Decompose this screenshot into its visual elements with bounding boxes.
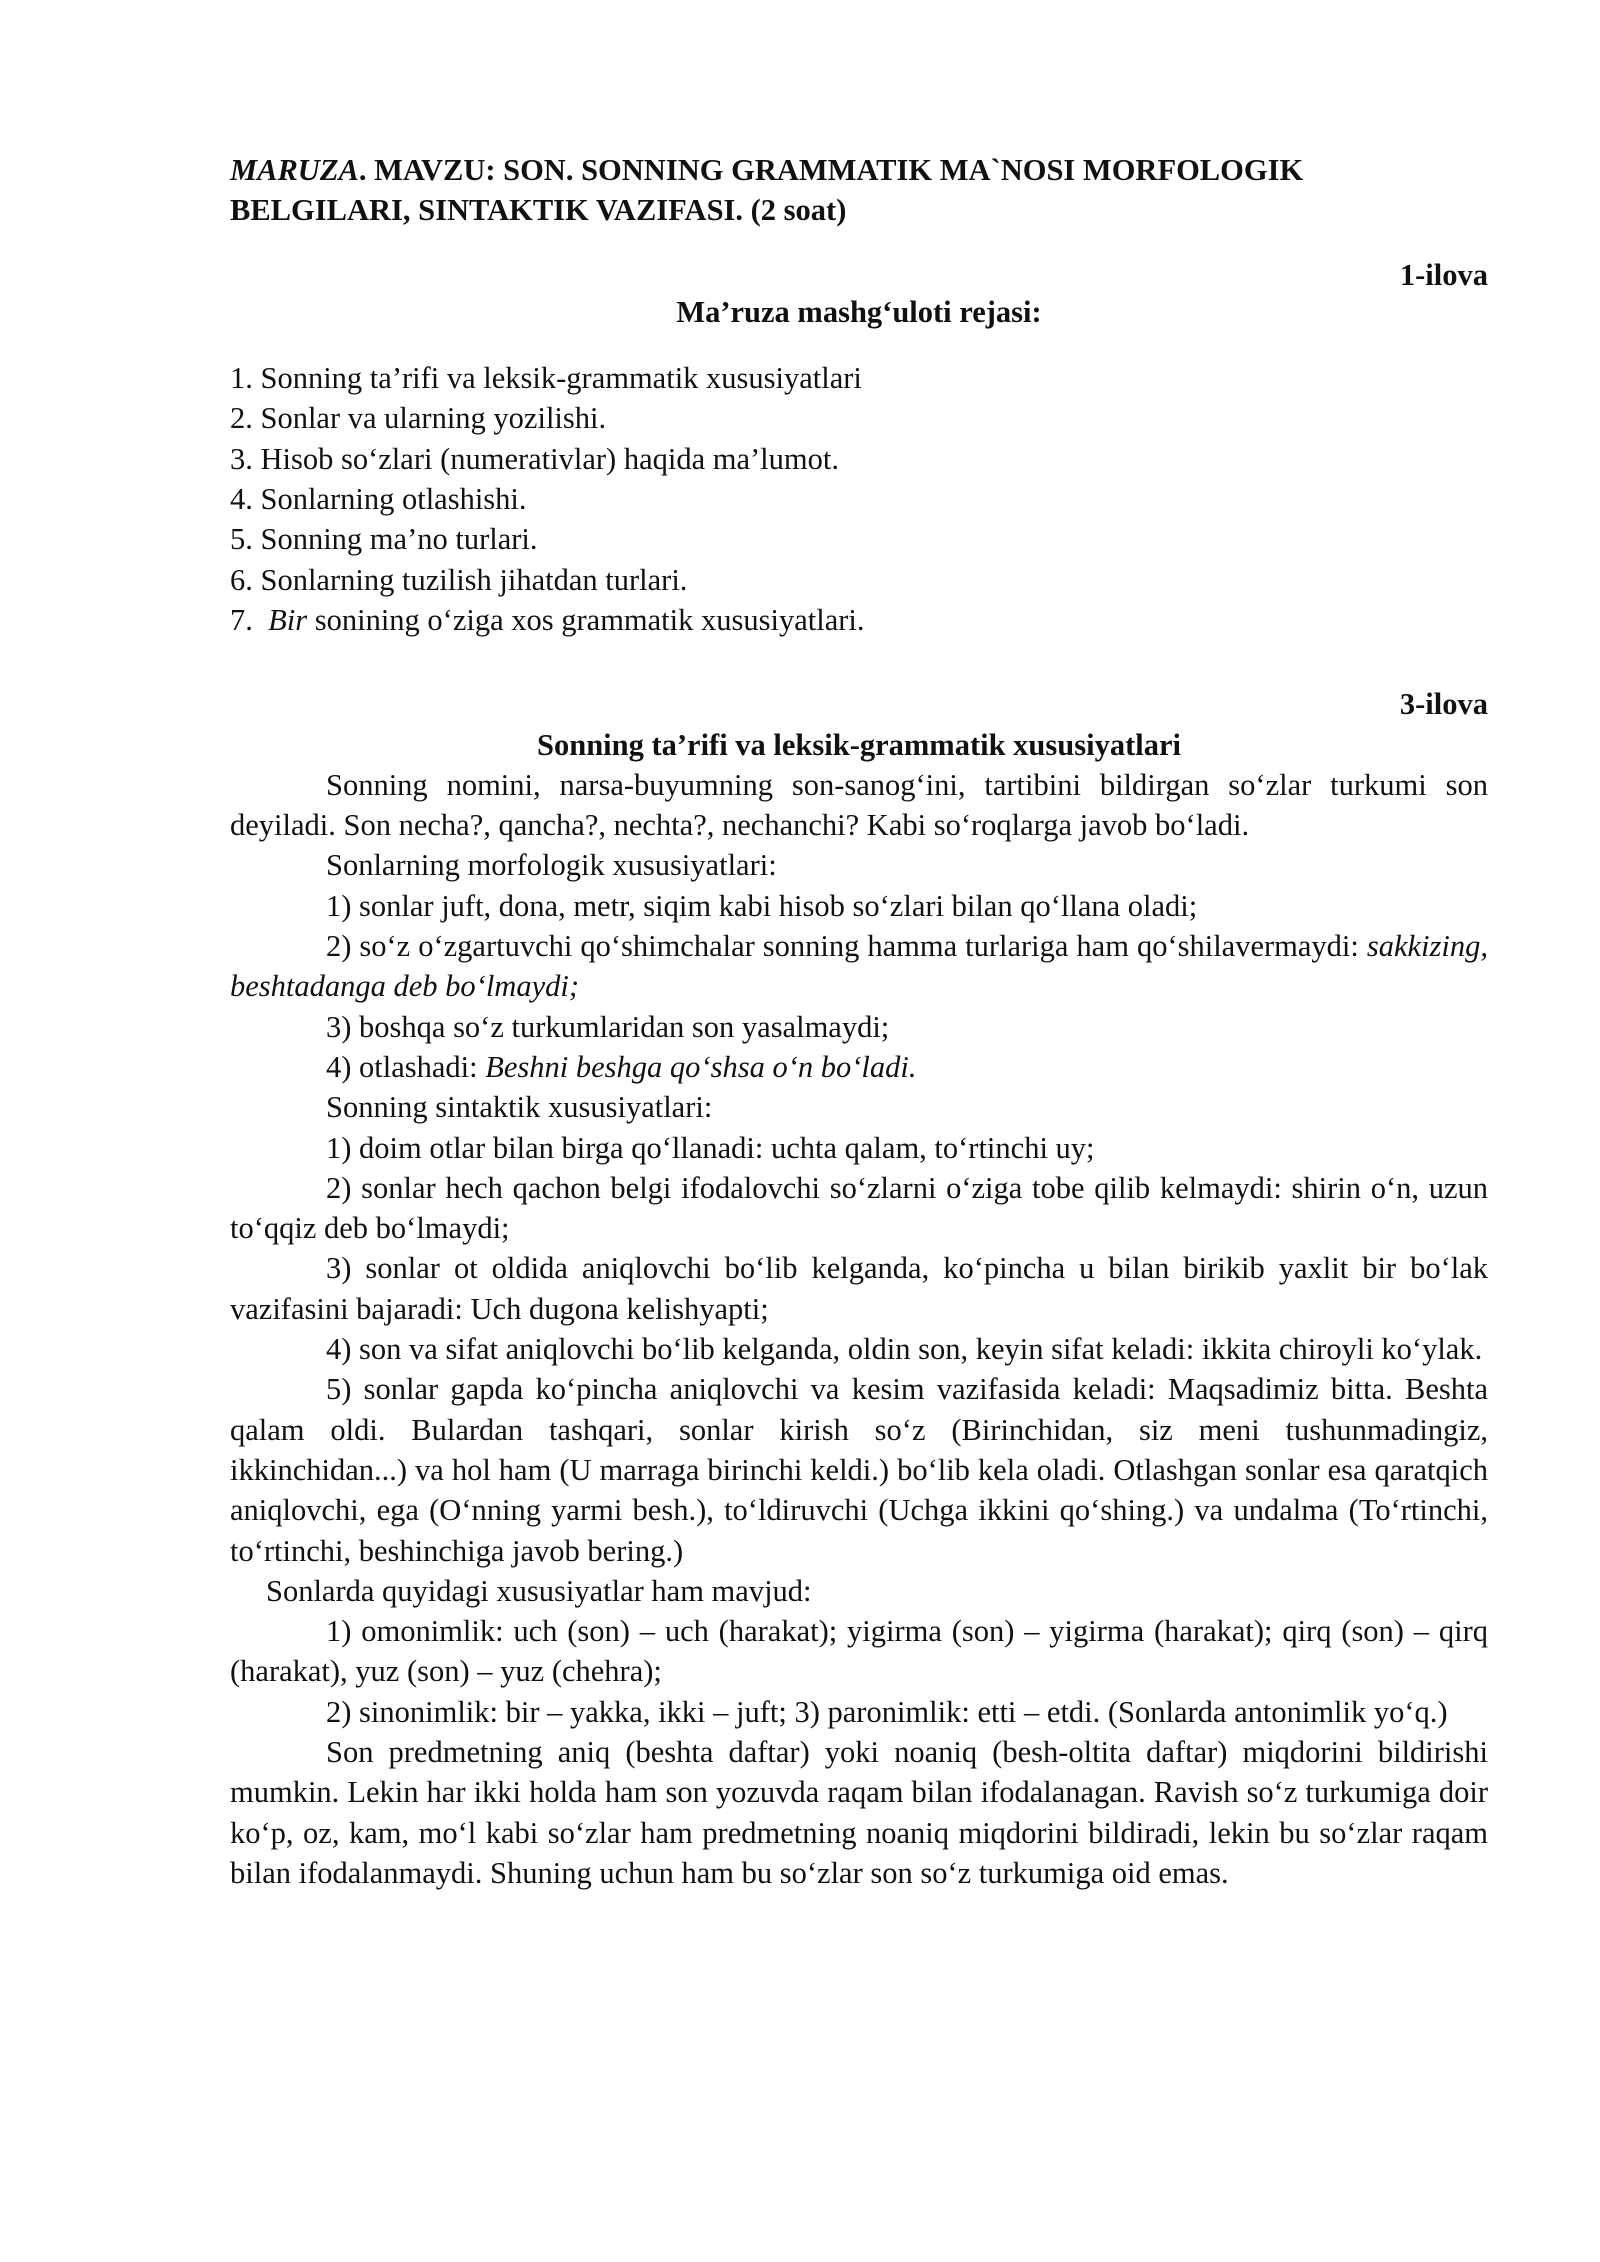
plan-heading: Ma’ruza mashg‘uloti rejasi: (676, 294, 1042, 329)
morphology-item-4-example: Beshni beshga qo‘shsa o‘n bo‘ladi. (485, 1049, 917, 1084)
morphology-item-3: 3) boshqa so‘z turkumlaridan son yasalmaydi; (326, 1009, 890, 1044)
syntax-item-5: 5) sonlar gapda ko‘pincha aniqlovchi va kesim vazifasida keladi: Maqsadimiz bitta. Beshta qalam oldi. Bulardan tashqari, sonlar kirish so‘z (Birinchidan, siz meni tushunmadingiz, ikkinchidan...) va hol ham (U marraga birinchi keldi.) bo‘lib kela oladi. Otlashgan sonlar esa qaratqich aniqlovchi, ega (O‘nning yarmi besh.), to‘ldiruvchi (Uchga ikkini qo‘shing.) va undalma (To‘rtinchi, to‘rtinchi, beshinchiga javob bering.) (230, 1372, 1488, 1568)
morphology-item-2-text: 2) so‘z o‘zgartuvchi qo‘shimchalar sonning hamma turlariga ham qo‘shilavermaydi: (326, 929, 1367, 964)
annex-label-1: 1-ilova (1399, 257, 1488, 292)
page-title (230, 150, 1488, 231)
definition-paragraph: Sonning nomini, narsa-buyumning son-sanog‘ini, tartibini bildirgan so‘zlar turkumi son deyiladi. Son necha?, qancha?, nechta?, nechanchi? Kabi so‘roqlarga javob bo‘ladi. (230, 767, 1488, 843)
plan-item: 2. Sonlar va ularning yozilishi. (230, 401, 607, 436)
morphology-item-2 (230, 926, 1488, 1007)
syntax-item-4: 4) son va sifat aniqlovchi bo‘lib kelganda, oldin son, keyin sifat keladi: ikkita chiroyli ko‘ylak. (326, 1332, 1483, 1367)
title-line1: . MAVZU: SON. SONNING GRAMMATIK MA`NOSI MORFOLOGIK (358, 153, 1304, 187)
morphology-item-4-text: 4) otlashadi: (326, 1049, 486, 1084)
plan-item-7-italic: Bir (268, 602, 308, 637)
title-line2: BELGILARI, SINTAKTIK VAZIFASI. (2 soat) (230, 193, 847, 228)
morphology-heading: Sonlarning morfologik xususiyatlari: (326, 848, 777, 883)
plan-item: 4. Sonlarning otlashishi. (230, 482, 527, 517)
other-item-2: 2) sinonimlik: bir – yakka, ikki – juft; 3) paronimlik: etti – etdi. (Sonlarda antonimlik yo‘q.) (326, 1694, 1448, 1729)
morphology-item-4 (230, 1047, 1488, 1087)
syntax-item-3: 3) sonlar ot oldida aniqlovchi bo‘lib kelganda, ko‘pincha u bilan birikib yaxlit bir bo‘lak vazifasini bajaradi: Uch dugona kelishyapti; (230, 1251, 1488, 1326)
syntax-item-1: 1) doim otlar bilan birga qo‘llanadi: uchta qalam, to‘rtinchi uy; (326, 1130, 1095, 1165)
plan-list (230, 358, 1488, 640)
other-properties-heading: Sonlarda quyidagi xususiyatlar ham mavjud: (266, 1573, 812, 1608)
syntax-heading: Sonning sintaktik xususiyatlari: (326, 1090, 713, 1125)
closing-paragraph: Son predmetning aniq (beshta daftar) yoki noaniq (besh-oltita daftar) miqdorini bildirishi mumkin. Lekin har ikki holda ham son yozuvda raqam bilan ifodalanagan. Ravish so‘z turkumiga doir ko‘p, oz, kam, mo‘l kabi so‘zlar ham predmetning noaniq miqdorini bildiradi, lekin bu so‘zlar raqam bilan ifodalanmaydi. Shuning uchun ham bu so‘zlar son so‘z turkumiga oid emas. (230, 1734, 1488, 1890)
plan-item: 5. Sonning ma’no turlari. (230, 522, 538, 557)
section-heading: Sonning ta’rifi va leksik-grammatik xususiyatlari (537, 727, 1181, 762)
plan-item (230, 600, 1488, 640)
other-item-1: 1) omonimlik: uch (son) – uch (harakat); yigirma (son) – yigirma (harakat); qirq (son) – qirq (harakat), yuz (son) – yuz (chehra); (230, 1614, 1488, 1689)
title-prefix: MARUZA (230, 153, 359, 187)
morphology-item-1: 1) sonlar juft, dona, metr, siqim kabi hisob so‘zlari bilan qo‘llana oladi; (326, 888, 1198, 923)
plan-item-7-text: sonining o‘ziga xos grammatik xususiyatlari. (307, 602, 865, 637)
plan-item: 1. Sonning ta’rifi va leksik-grammatik xususiyatlari (230, 361, 862, 396)
syntax-item-2: 2) sonlar hech qachon belgi ifodalovchi so‘zlarni o‘ziga tobe qilib kelmaydi: shirin o‘n, uzun to‘qqiz deb bo‘lmaydi; (230, 1170, 1488, 1246)
annex-label-3: 3-ilova (1399, 687, 1488, 722)
morphology-item-2-example: sakkizing, beshtadanga deb bo‘lmaydi; (230, 929, 1488, 1004)
plan-item: 6. Sonlarning tuzilish jihatdan turlari. (230, 562, 688, 597)
plan-item-7-number: 7. (230, 602, 269, 637)
plan-item: 3. Hisob so‘zlari (numerativlar) haqida ma’lumot. (230, 441, 839, 476)
